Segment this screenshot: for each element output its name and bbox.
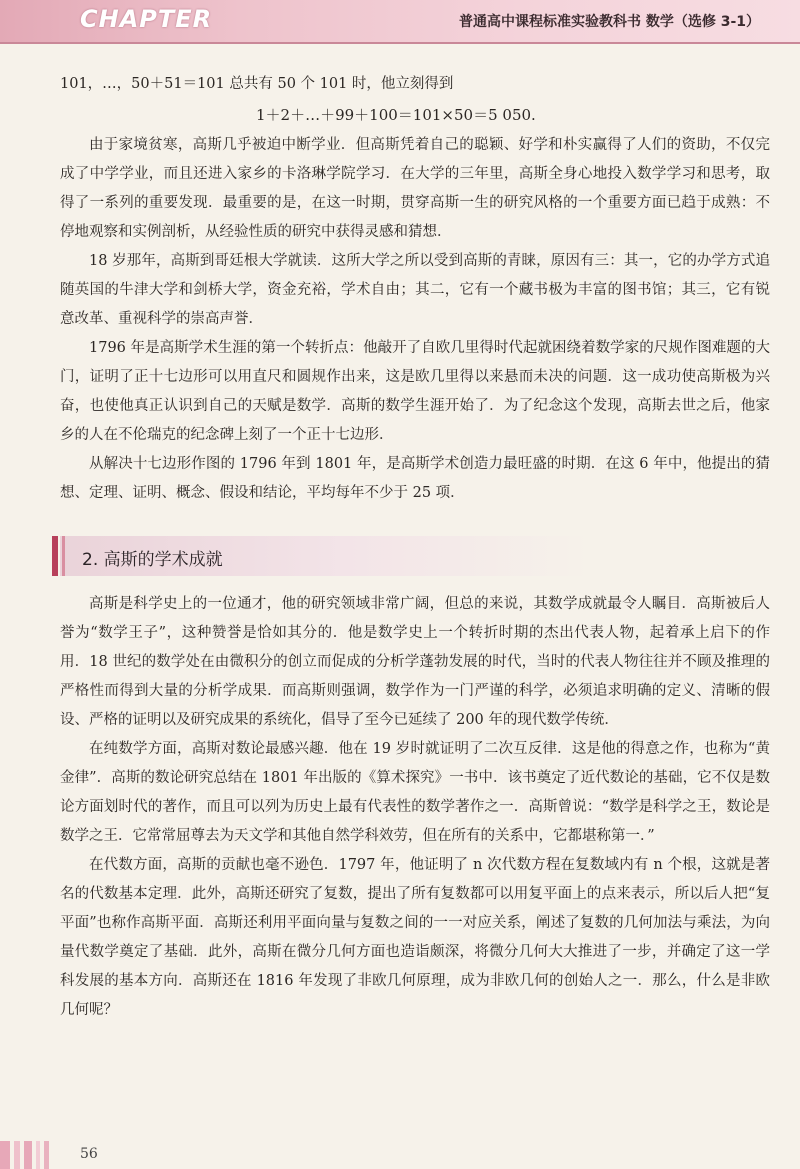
footer-decoration — [0, 1141, 60, 1169]
footer-stripe — [44, 1141, 49, 1169]
header-divider — [0, 42, 800, 44]
footer-stripe — [24, 1141, 32, 1169]
footer-stripe — [36, 1141, 40, 1169]
footer-stripe — [0, 1141, 10, 1169]
section-accent-bar-light — [62, 536, 65, 576]
section-accent-bar — [52, 536, 58, 576]
body-paragraph: 1796 年是高斯学术生涯的第一个转折点：他敲开了自欧几里得时代起就困绕着数学家的尺规作图难题的大门，证明了正十七边形可以用直尺和圆规作出来，这是欧几里得以来悬而未决的问题．这一成功使高斯极为兴奋，也使他真正认识到自己的天赋是数学．高斯的数学生涯开始了．为了纪念这个发现，高斯去世之后，他家乡的人在不伦瑞克的纪念碑上刻了一个正十七边形． — [60, 340, 770, 443]
intro-line: 101，…，50＋51＝101 总共有 50 个 101 时，他立刻得到 — [60, 76, 454, 92]
page-number: 56 — [80, 1146, 98, 1162]
page-content — [60, 70, 770, 1025]
section-title: 2. 高斯的学术成就 — [82, 550, 223, 570]
body-paragraph: 从解决十七边形作图的 1796 年到 1801 年，是高斯学术创造力最旺盛的时期．在这 6 年中，他提出的猜想、定理、证明、概念、假设和结论，平均每年不少于 25 项． — [60, 456, 770, 501]
section-heading — [60, 536, 770, 576]
section-paragraph: 在代数方面，高斯的贡献也毫不逊色．1797 年，他证明了 n 次代数方程在复数域内有 n 个根，这就是著名的代数基本定理．此外，高斯还研究了复数，提出了所有复数都可以用复平面上的点来表示，所以后人把“复平面”也称作高斯平面．高斯还利用平面向量与复数之间的一一对应关系，阐述了复数的几何加法与乘法，为向量代数学奠定了基础．此外，高斯在微分几何方面也造诣颇深，将微分几何大大推进了一步，并确定了这一学科发展的基本方向．高斯还在 1816 年发现了非欧几何原理，成为非欧几何的创始人之一．那么，什么是非欧几何呢？ — [60, 857, 770, 1018]
body-paragraph: 由于家境贫寒，高斯几乎被迫中断学业．但高斯凭着自己的聪颖、好学和朴实赢得了人们的资助，不仅完成了中学学业，而且还进入家乡的卡洛琳学院学习．在大学的三年里，高斯全身心地投入数学学习和思考，取得了一系列的重要发现．最重要的是，在这一时期，贯穿高斯一生的研究风格的一个重要方面已趋于成熟：不停地观察和实例剖析，从经验性质的研究中获得灵感和猜想． — [60, 137, 770, 240]
section-paragraph: 在纯数学方面，高斯对数论最感兴趣．他在 19 岁时就证明了二次互反律．这是他的得意之作，也称为“黄金律”．高斯的数论研究总结在 1801 年出版的《算术探究》一书中．该书奠定了近代数论的基础，它不仅是数论方面划时代的著作，而且可以列为历史上最有代表性的数学著作之一．高斯曾说：“数学是科学之王，数论是数学之王．它常常屈尊去为天文学和其他自然学科效劳，但在所有的关系中，它都堪称第一．” — [60, 741, 770, 844]
chapter-label: CHAPTER — [80, 5, 213, 33]
sum-formula: 1＋2＋…＋99＋100＝101×50＝5 050. — [256, 106, 536, 124]
book-title: 普通高中课程标准实验教科书 数学（选修 3-1） — [458, 14, 760, 30]
body-paragraph: 18 岁那年，高斯到哥廷根大学就读．这所大学之所以受到高斯的青睐，原因有三：其一，它的办学方式追随英国的牛津大学和剑桥大学，资金充裕，学术自由；其二，它有一个藏书极为丰富的图书馆；其三，它有锐意改革、重视科学的崇高声誉． — [60, 253, 770, 327]
footer-stripe — [14, 1141, 20, 1169]
section-paragraph: 高斯是科学史上的一位通才，他的研究领域非常广阔，但总的来说，其数学成就最令人瞩目．高斯被后人誉为“数学王子”，这种赞誉是恰如其分的．他是数学史上一个转折时期的杰出代表人物，起着承上启下的作用．18 世纪的数学处在由微积分的创立而促成的分析学蓬勃发展的时代，当时的代表人物往往并不顾及推理的严格性而得到大量的分析学成果．而高斯则强调，数学作为一门严谨的科学，必须追求明确的定义、清晰的假设、严格的证明以及研究成果的系统化，倡导了至今已延续了 200 年的现代数学传统． — [60, 596, 770, 728]
